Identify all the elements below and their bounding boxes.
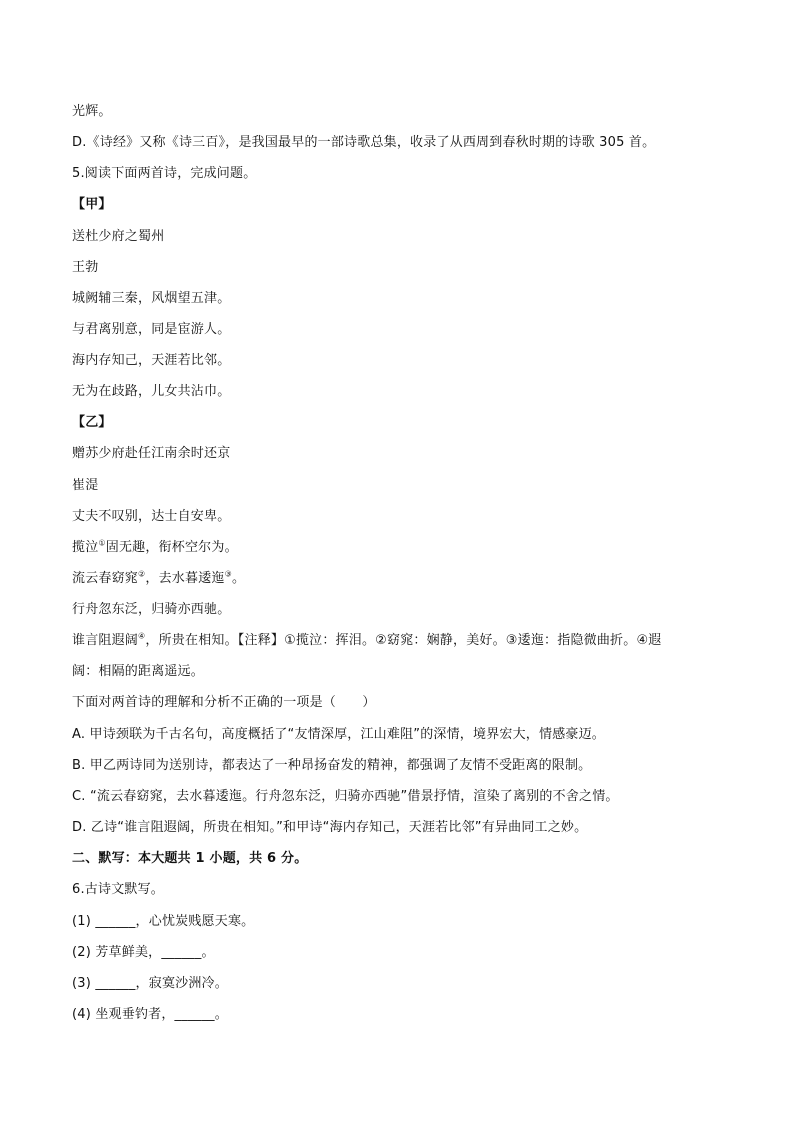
poem-1-line-4: 无为在歧路，儿女共沾巾。 — [72, 384, 231, 399]
poem-2-line-4: 行舟忽东泛，归骑亦西驰。 — [72, 602, 231, 617]
poem-2-line-3 — [72, 570, 734, 588]
footnote-marker-4: ④ — [138, 631, 146, 641]
poem-1-title: 送杜少府之蜀州 — [72, 229, 165, 244]
section-jia-label: 【甲】 — [72, 197, 112, 212]
footnote-marker-2: ② — [138, 569, 146, 579]
question-5-stem: 5.阅读下面两首诗，完成问题。 — [72, 166, 257, 181]
fill-blank-2: (2) 芳草鲜美，______。 — [72, 945, 215, 960]
option-d: D. 乙诗“谁言阻遐阔，所贵在相知。”和甲诗“海内存知己，天涯若比邻”有异曲同工之妙。 — [72, 820, 588, 835]
poem-text: 。 — [231, 571, 246, 586]
poem-text: ，去水暮逶迤 — [145, 571, 225, 586]
poem-1-line-1: 城阙辅三秦，风烟望五津。 — [72, 291, 231, 306]
poem-text: 固无趣，衔杯空尔为。 — [105, 540, 238, 555]
question-prompt: 下面对两首诗的理解和分析不正确的一项是（ ） — [72, 695, 376, 710]
notes-continuation: 阔：相隔的距离遥远。 — [72, 664, 205, 679]
text-line: 光辉。 — [72, 104, 112, 119]
section-2-heading: 二、默写：本大题共 1 小题，共 6 分。 — [72, 851, 308, 866]
option-b: B. 甲乙两诗同为送别诗，都表达了一种昂扬奋发的精神，都强调了友情不受距离的限制。 — [72, 758, 592, 773]
footnote-marker-3: ③ — [224, 569, 232, 579]
fill-blank-3: (3) ______，寂寞沙洲冷。 — [72, 976, 228, 991]
poem-2-title: 赠苏少府赴任江南余时还京 — [72, 446, 231, 461]
option-d-line: D.《诗经》又称《诗三百》，是我国最早的一部诗歌总集，收录了从西周到春秋时期的诗歌 305 首。 — [72, 135, 656, 150]
poem-2-line-1: 丈夫不叹别，达士自安卑。 — [72, 509, 231, 524]
option-a: A. 甲诗颈联为千古名句，高度概括了“友情深厚，江山难阻”的深情，境界宏大，情感豪迈。 — [72, 727, 605, 742]
fill-blank-1: (1) ______，心忧炭贱愿天寒。 — [72, 914, 255, 929]
poem-1-line-3: 海内存知己，天涯若比邻。 — [72, 353, 231, 368]
fill-blank-4: (4) 坐观垂钓者，______。 — [72, 1007, 228, 1022]
option-c: C. “流云春窈窕，去水暮逶迤。行舟忽东泛，归骑亦西驰”借景抒情，渲染了离别的不舍之情。 — [72, 789, 619, 804]
poem-2-line-5-and-notes — [72, 632, 734, 650]
notes-text: ，所贵在相知。【注释】①揽泣：挥泪。②窈窕：娴静，美好。③逶迤：指隐微曲折。④遐 — [145, 633, 662, 648]
poem-1-author: 王勃 — [72, 260, 99, 275]
poem-text: 流云春窈窕 — [72, 571, 139, 586]
poem-text: 揽泣 — [72, 540, 99, 555]
poem-text: 谁言阻遐阔 — [72, 633, 139, 648]
poem-2-line-2 — [72, 539, 734, 557]
question-6-stem: 6.古诗文默写。 — [72, 882, 165, 897]
footnote-marker-1: ① — [98, 538, 106, 548]
section-yi-label: 【乙】 — [72, 415, 112, 430]
poem-1-line-2: 与君离别意，同是宦游人。 — [72, 322, 231, 337]
poem-2-author: 崔湜 — [72, 478, 99, 493]
